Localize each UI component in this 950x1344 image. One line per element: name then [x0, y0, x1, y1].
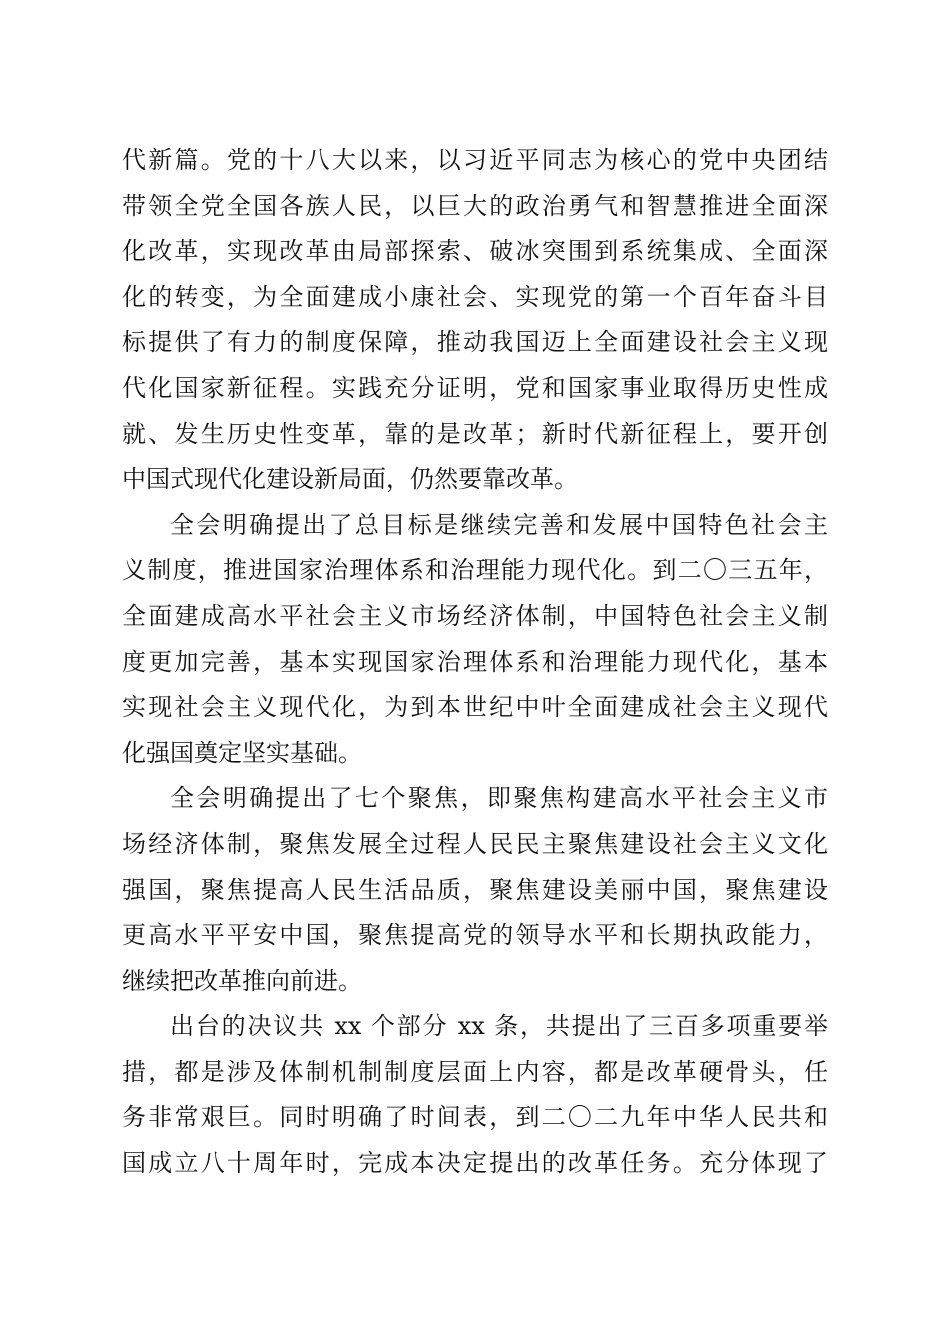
text-line: 实现社会主义现代化，为到本世纪中叶全面建成社会主义现代	[122, 693, 828, 722]
text-line: 务非常艰巨。同时明确了时间表，到二〇二九年中华人民共和	[122, 1103, 828, 1132]
text-line: 全会明确提出了总目标是继续完善和发展中国特色社会主	[170, 510, 828, 539]
text-line: 全会明确提出了七个聚焦，即聚焦构建高水平社会主义市	[170, 784, 828, 813]
text-line: 义制度，推进国家治理体系和治理能力现代化。到二〇三五年，	[122, 556, 828, 585]
text-line: 中国式现代化建设新局面，仍然要靠改革。	[122, 465, 578, 494]
paragraph-2	[122, 503, 828, 777]
text-line: 化强国奠定坚实基础。	[122, 738, 362, 767]
text-line: 就、发生历史性变革，靠的是改革；新时代新征程上，要开创	[122, 419, 828, 448]
text-line: 代化国家新征程。实践充分证明，党和国家事业取得历史性成	[122, 373, 828, 402]
text-line: 化改革，实现改革由局部探索、破冰突围到系统集成、全面深	[122, 237, 828, 266]
text-line: 国成立八十周年时，完成本决定提出的改革任务。充分体现了	[122, 1149, 828, 1178]
text-line: 代新篇。党的十八大以来，以习近平同志为核心的党中央团结	[122, 146, 828, 174]
text-line: 场经济体制，聚焦发展全过程人民民主聚焦建设社会主义文化	[122, 829, 828, 858]
text-line: 全面建成高水平社会主义市场经济体制，中国特色社会主义制	[122, 601, 828, 630]
paragraph-3	[122, 776, 828, 1004]
text-line: 出台的决议共 xx 个部分 xx 条，共提出了三百多项重要举	[170, 1012, 828, 1041]
text-line: 强国，聚焦提高人民生活品质，聚焦建设美丽中国，聚焦建设	[122, 875, 828, 904]
paragraph-4	[122, 1004, 828, 1186]
text-line: 措，都是涉及体制机制制度层面上内容，都是改革硬骨头，任	[122, 1057, 828, 1086]
text-line: 继续把改革推向前进。	[122, 966, 362, 995]
document-body	[122, 138, 828, 1187]
paragraph-1	[122, 138, 828, 503]
text-line: 度更加完善，基本实现国家治理体系和治理能力现代化，基本	[122, 647, 828, 676]
text-line: 化的转变，为全面建成小康社会、实现党的第一个百年奋斗目	[122, 282, 828, 311]
text-line: 更高水平平安中国，聚焦提高党的领导水平和长期执政能力，	[122, 921, 828, 950]
text-line: 带领全党全国各族人民，以巨大的政治勇气和智慧推进全面深	[122, 191, 828, 220]
text-line: 标提供了有力的制度保障，推动我国迈上全面建设社会主义现	[122, 328, 828, 357]
